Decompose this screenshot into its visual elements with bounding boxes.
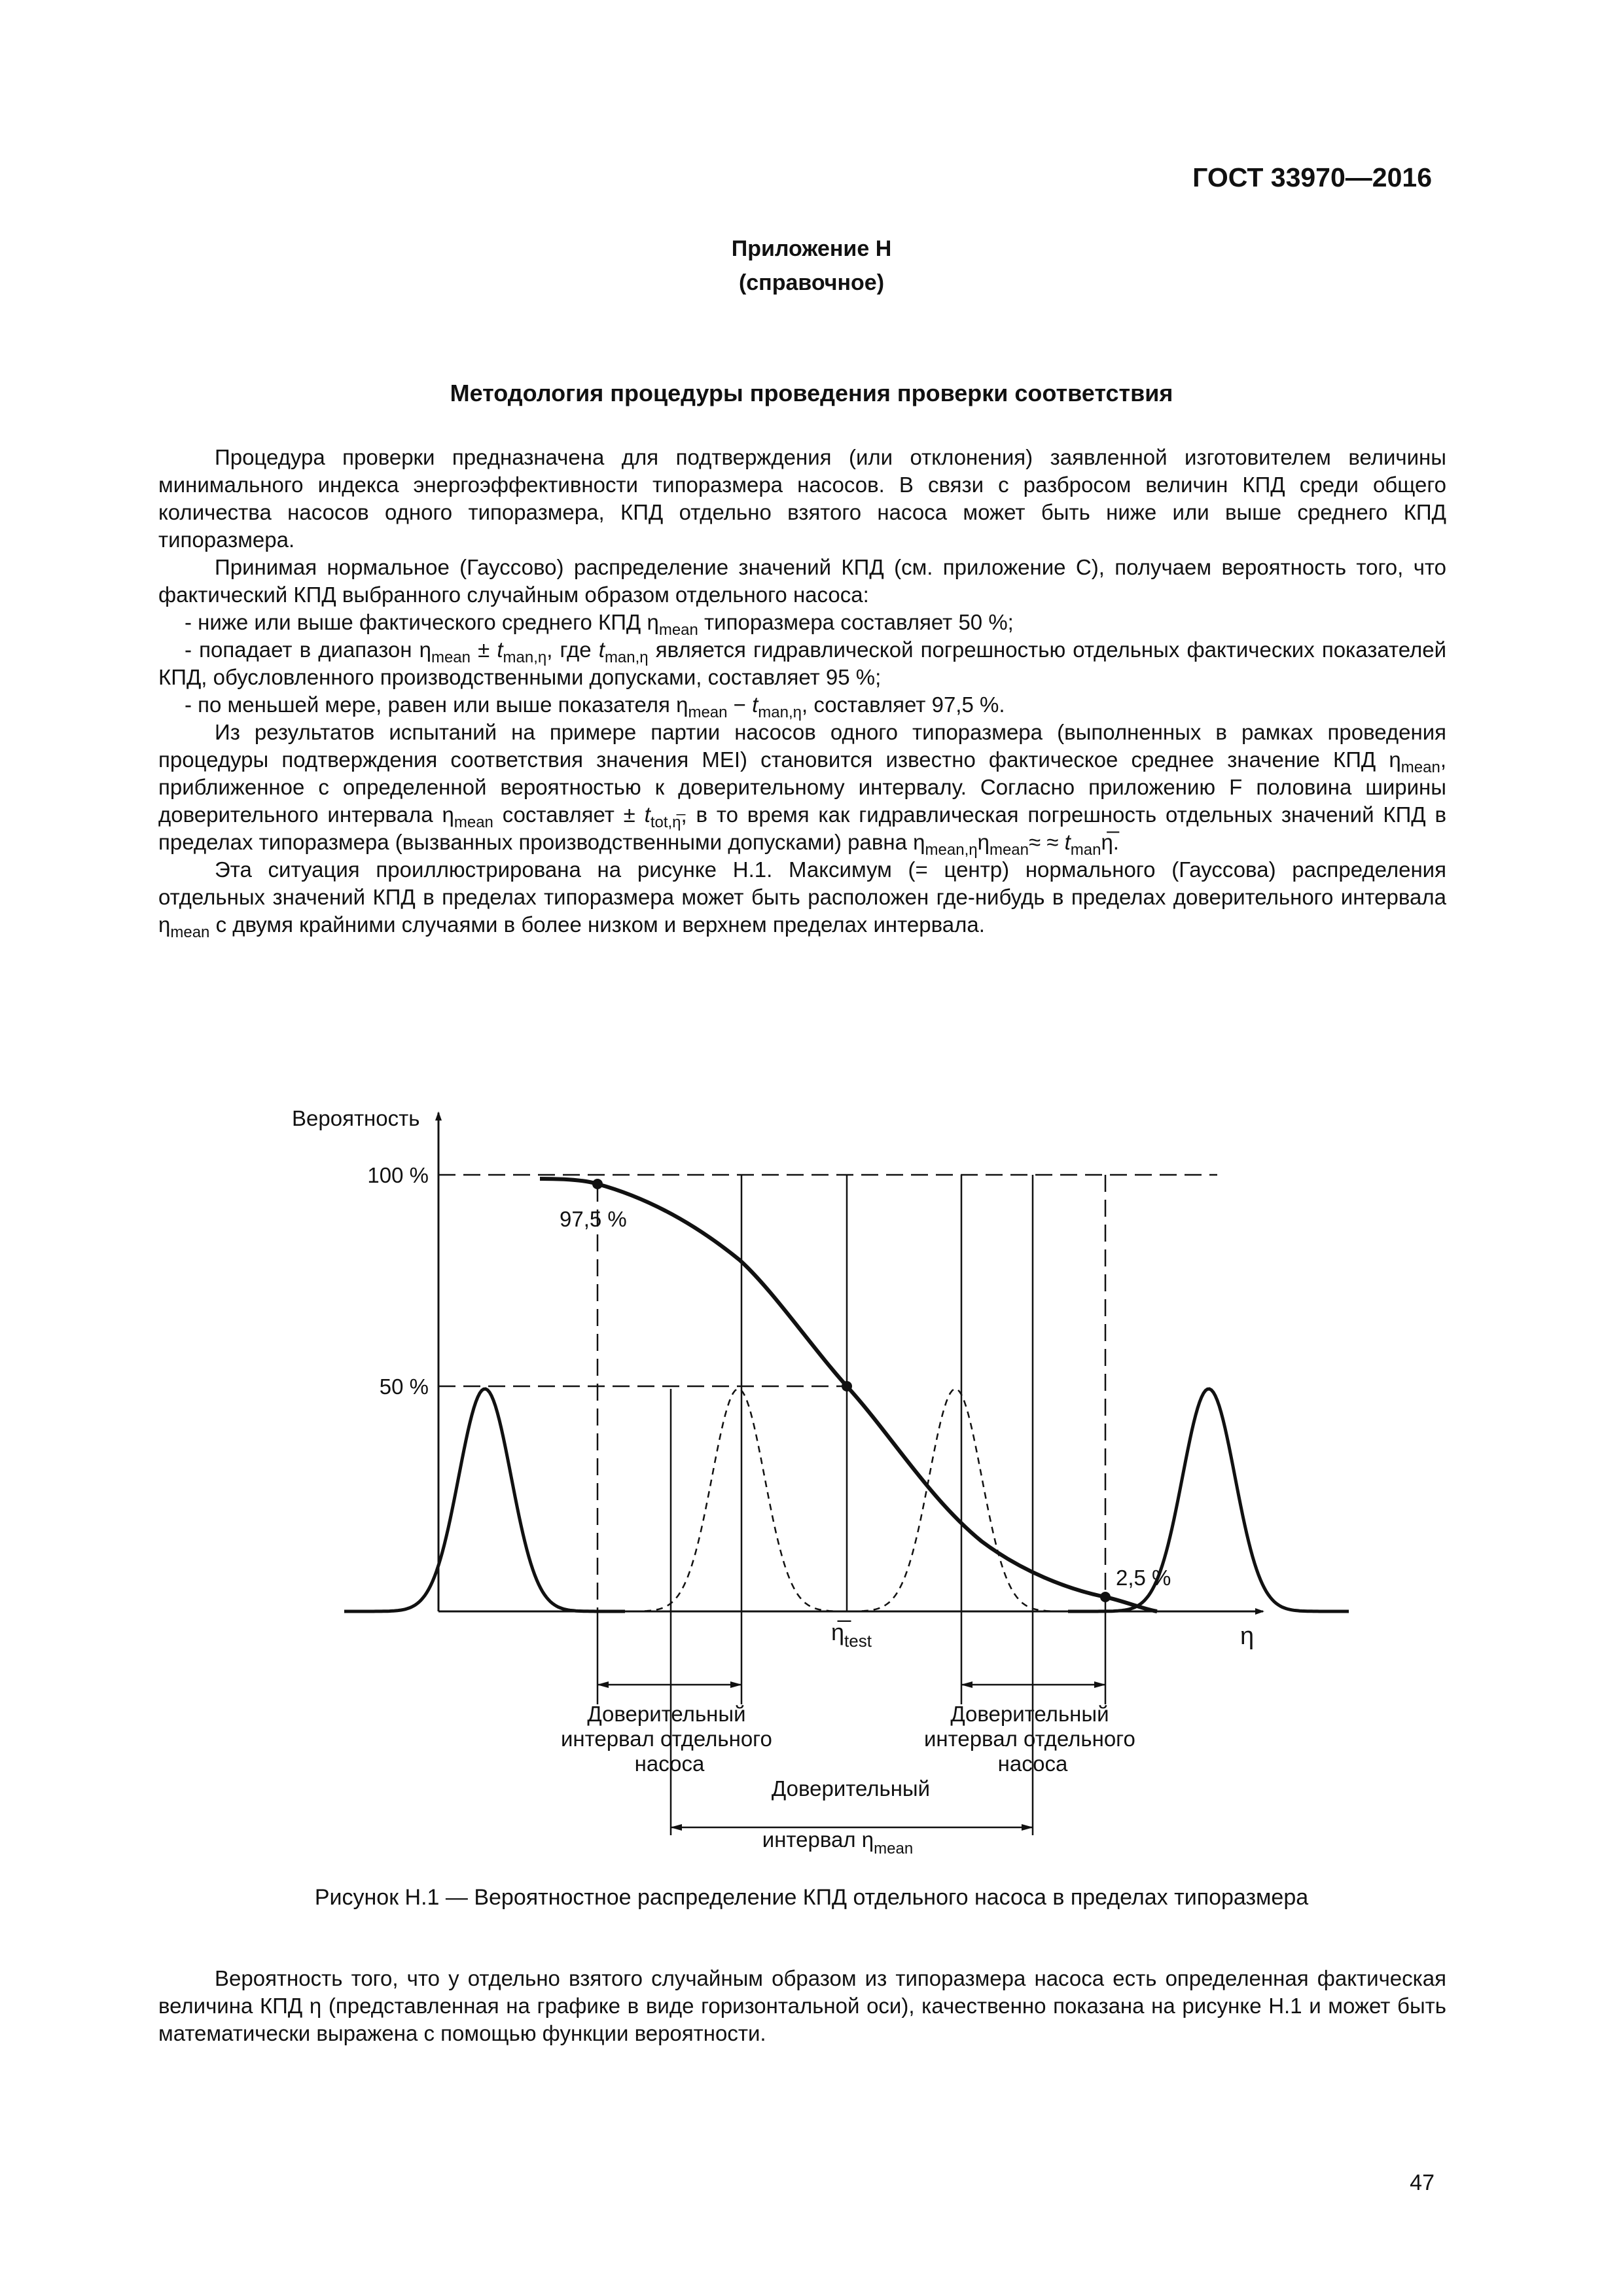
body-text [158, 444, 1446, 939]
y-axis-label: Вероятность [292, 1106, 420, 1130]
section-title: Методология процедуры проведения проверки соответствия [450, 380, 1173, 406]
tick-100: 100 % [367, 1163, 429, 1187]
conf-mean-label: Доверительный [771, 1776, 931, 1801]
list-item-1: - ниже или выше фактического среднего КПД $\eta_{mean}$ типоразмера составляет 50 %; [185, 610, 1014, 639]
x-axis-label: η [1240, 1623, 1255, 1650]
closing-paragraph: Вероятность того, что у отдельно взятого случайным образом из типоразмера насоса есть определенная фактическая величина КПД η (представленная на графике в виде горизонтальной оси), качественно показана на рисунке Н.1 и может быть математически выражена с помощью функции вероятности. [158, 1966, 1446, 2045]
label-975: 97,5 % [560, 1207, 627, 1231]
paragraph-4: Эта ситуация проиллюстрирована на рисунке Н.1. Максимум (= центр) нормального (Гауссова) распределения отдельных значений КПД в пределах типоразмера может быть расположен где-нибудь в пределах доверительного интервала $\eta_{mean}$ с двумя крайними случаями в более низком и верхнем пределах интервала. [158, 857, 1446, 941]
paragraph-3: Из результатов испытаний на примере партии насосов одного типоразмера (выполненных в рамках проведения процедуры подтверждения соответствия значения MEI) становится известно фактическое среднее значение КПД $\eta_{mean}$, приближенное с определенной вероятностью к доверительному интервалу. Согласно приложению F половина ширины доверительного интервала $\eta_{mean}$ составляет ± $t_{tot,\eta̅}$, в то время как гидравлическая погрешность отдельных значений КПД в пределах типоразмера (вызванных производственными допусками) равна $\eta_{mean,\eta}\eta_{mean}\approx$ ≈ $t_{man}\eta̅$. [158, 720, 1447, 859]
gaussian-shifted-1 [597, 1389, 878, 1611]
list-item-2: - попадает в диапазон $\eta_{mean} \pm t_{man,\eta}$, где $t_{man,\eta}$ является гидравлической погрешностью отдельных фактических показателей КПД, обусловленного производственными допусками, составляет 95 %; [158, 637, 1447, 689]
conf-right-label: Доверительный интервал отдельного насоса [923, 1702, 1135, 1776]
conf-left-label: Доверительный интервал отдельного насоса [560, 1702, 772, 1776]
document-code: ГОСТ 33970—2016 [1192, 162, 1432, 192]
tick-50: 50 % [379, 1374, 429, 1399]
label-25: 2,5 % [1116, 1566, 1171, 1590]
conf-mean-label-2: интервал $\eta_{mean}$ [762, 1827, 914, 1857]
paragraph-1: Процедура проверки предназначена для подтверждения (или отклонения) заявленной изготовителем величины минимального индекса энергоэффективности типоразмера насосов. В связи с разбросом величин КПД среди общего количества насосов одного типоразмера, КПД отдельно взятого насоса может быть ниже или выше среднего КПД типоразмера. [158, 445, 1446, 552]
appendix-subtitle: (справочное) [738, 270, 885, 295]
gaussian-lower-extreme [344, 1389, 625, 1611]
point-50 [842, 1381, 852, 1391]
probability-figure [0, 1088, 1623, 1857]
eta-test-label: $\eta̅_{test}$ [831, 1619, 872, 1651]
cumulative-probability-curve [540, 1179, 1157, 1611]
gaussian-upper-extreme [1068, 1389, 1349, 1611]
gaussian-shifted-2 [815, 1389, 1096, 1611]
page-number: 47 [1410, 2170, 1435, 2195]
appendix-heading [0, 232, 1623, 300]
appendix-title: Приложение Н [731, 236, 892, 261]
point-975 [592, 1179, 603, 1189]
figure-caption: Рисунок Н.1 — Вероятностное распределение КПД отдельного насоса в пределах типоразмера [314, 1885, 1309, 1910]
list-item-3: - по меньшей мере, равен или выше показателя $\eta_{mean} - t_{man,\eta}$, составляет 97,5 %. [185, 692, 1005, 721]
point-25 [1100, 1592, 1111, 1602]
paragraph-2: Принимая нормальное (Гауссово) распределение значений КПД (см. приложение С), получаем вероятность того, что фактический КПД выбранного случайным образом отдельного насоса: [158, 555, 1446, 607]
